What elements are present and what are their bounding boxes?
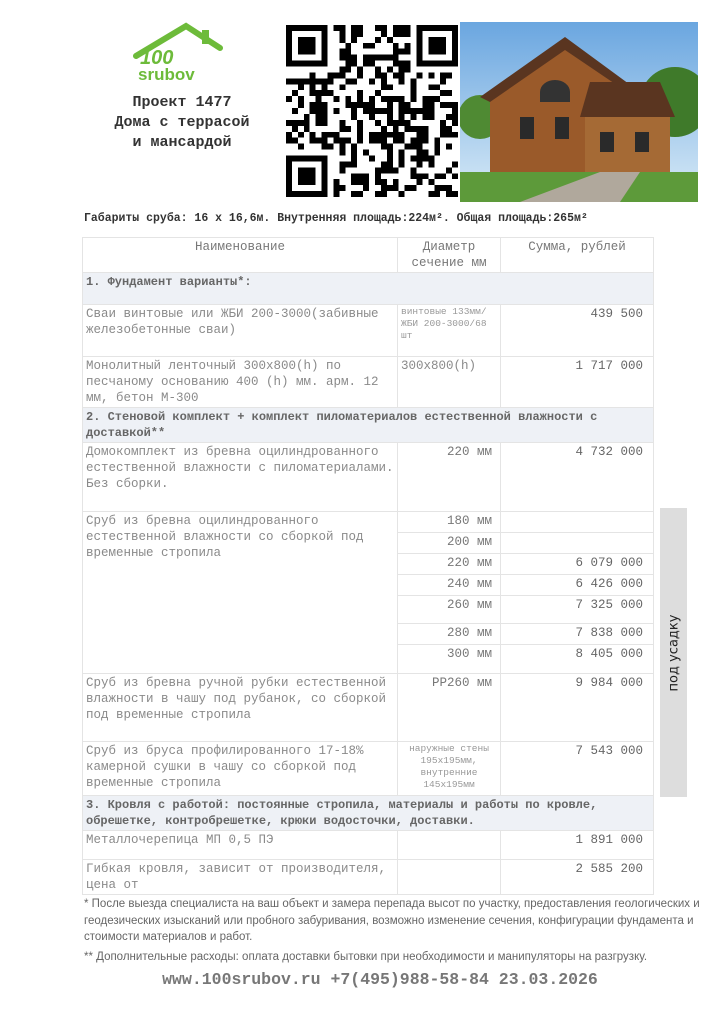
- project-title: [82, 93, 282, 153]
- item-sum: 2 585 200: [501, 860, 654, 895]
- footnote: ** Дополнительные расходы: оплата доставки бытовки при необходимости и манипуляторы на разгрузку.: [84, 950, 648, 963]
- item-diameter: 260 мм: [398, 596, 501, 624]
- shrinkage-label: [660, 508, 687, 797]
- item-name: Гибкая кровля, зависит от производителя, цена от: [83, 860, 398, 895]
- item-name: Сруб из бревна ручной рубки естественной влажности в чашу под рубанок, со сборкой под временные стропила: [83, 674, 398, 742]
- section-roof: 3. Кровля с работой: постоянные стропила, материалы и работы по кровле, обрешетке, контробрешетке, крюки водосточки, доставки.: [83, 796, 654, 831]
- table-row: [83, 742, 654, 796]
- item-sum: 1 717 000: [501, 357, 654, 408]
- item-sum: [501, 533, 654, 554]
- item-sum: [501, 512, 654, 533]
- table-row: [83, 831, 654, 860]
- house-photo: [460, 22, 698, 202]
- item-sum: 6 079 000: [501, 554, 654, 575]
- item-sum: 7 325 000: [501, 596, 654, 624]
- section-foundation: 1. Фундамент варианты*:: [83, 273, 654, 305]
- item-sum: 439 500: [501, 305, 654, 357]
- item-diameter: винтовые 133мм/ЖБИ 200-3000/68 шт: [398, 305, 501, 357]
- item-diameter: [398, 831, 501, 860]
- item-diameter: 280 мм: [398, 624, 501, 645]
- section-row: [83, 796, 654, 831]
- header-sum: Сумма, рублей: [501, 238, 654, 273]
- section-walls: 2. Стеновой комплект + комплект пиломатериалов естественной влажности с доставкой**: [83, 408, 654, 443]
- item-name: Сруб из бревна оцилиндрованного естественной влажности со сборкой под временные стропила: [83, 512, 398, 674]
- item-name: Сруб из бруса профилированного 17-18% камерной сушки в чашу со сборкой под временные стропила: [83, 742, 398, 796]
- item-sum: 9 984 000: [501, 674, 654, 742]
- item-sum: 7 838 000: [501, 624, 654, 645]
- table-row: [83, 305, 654, 357]
- table-row: [83, 860, 654, 895]
- item-name: Домокомплект из бревна оцилиндрованного естественной влажности с пиломатериалами. Без сборки.: [83, 443, 398, 512]
- svg-text:100: 100: [140, 47, 174, 69]
- shrinkage-label-text: под усадку: [666, 614, 681, 691]
- company-logo: [128, 22, 224, 84]
- table-row: [83, 357, 654, 408]
- item-diameter: [398, 860, 501, 895]
- item-diameter: наружные стены 195х195мм, внутренние 145х195мм: [398, 742, 501, 796]
- item-name: Сваи винтовые или ЖБИ 200-3000(забивные железобетонные сваи): [83, 305, 398, 357]
- item-diameter: 240 мм: [398, 575, 501, 596]
- item-diameter: 200 мм: [398, 533, 501, 554]
- table-row: [83, 512, 654, 533]
- table-row: [83, 443, 654, 512]
- title-line: Дома с террасой: [114, 114, 250, 131]
- footnote: * После выезда специалиста на ваш объект и замера перепада высот по участку, предоставления геологических и геодезических изысканий или пробного забуривания, возможно изменение сечения, конфигурации фундамента и стоимости материалов и работ.: [84, 898, 700, 943]
- item-diameter: 180 мм: [398, 512, 501, 533]
- price-table: [82, 237, 654, 895]
- item-sum: 6 426 000: [501, 575, 654, 596]
- item-diameter: 220 мм: [398, 443, 501, 512]
- section-row: [83, 408, 654, 443]
- item-sum: 4 732 000: [501, 443, 654, 512]
- item-diameter: 300 мм: [398, 645, 501, 674]
- item-name: Металлочерепица МП 0,5 ПЭ: [83, 831, 398, 860]
- item-name: Монолитный ленточный 300х800(h) по песчаному основанию 400 (h) мм. арм. 12 мм, бетон М-300: [83, 357, 398, 408]
- title-line: Проект 1477: [132, 94, 232, 111]
- header-diameter: Диаметр сечение мм: [398, 238, 501, 273]
- item-sum: 1 891 000: [501, 831, 654, 860]
- table-row: [83, 674, 654, 742]
- item-sum: 8 405 000: [501, 645, 654, 674]
- qr-code: [286, 25, 458, 197]
- section-row: [83, 273, 654, 305]
- header-name: Наименование: [83, 238, 398, 273]
- footnotes: [84, 896, 704, 965]
- svg-text:srubov: srubov: [138, 65, 195, 84]
- item-diameter: 300х800(h): [398, 357, 501, 408]
- title-line: и мансардой: [132, 134, 232, 151]
- item-sum: 7 543 000: [501, 742, 654, 796]
- dimensions-text: Габариты сруба: 16 х 16,6м. Внутренняя площадь:224м². Общая площадь:265м²: [84, 212, 588, 225]
- item-diameter: 220 мм: [398, 554, 501, 575]
- footer-contacts: www.100srubov.ru +7(495)988-58-84 23.03.2026: [162, 970, 598, 989]
- item-diameter: РР260 мм: [398, 674, 501, 742]
- table-header-row: [83, 238, 654, 273]
